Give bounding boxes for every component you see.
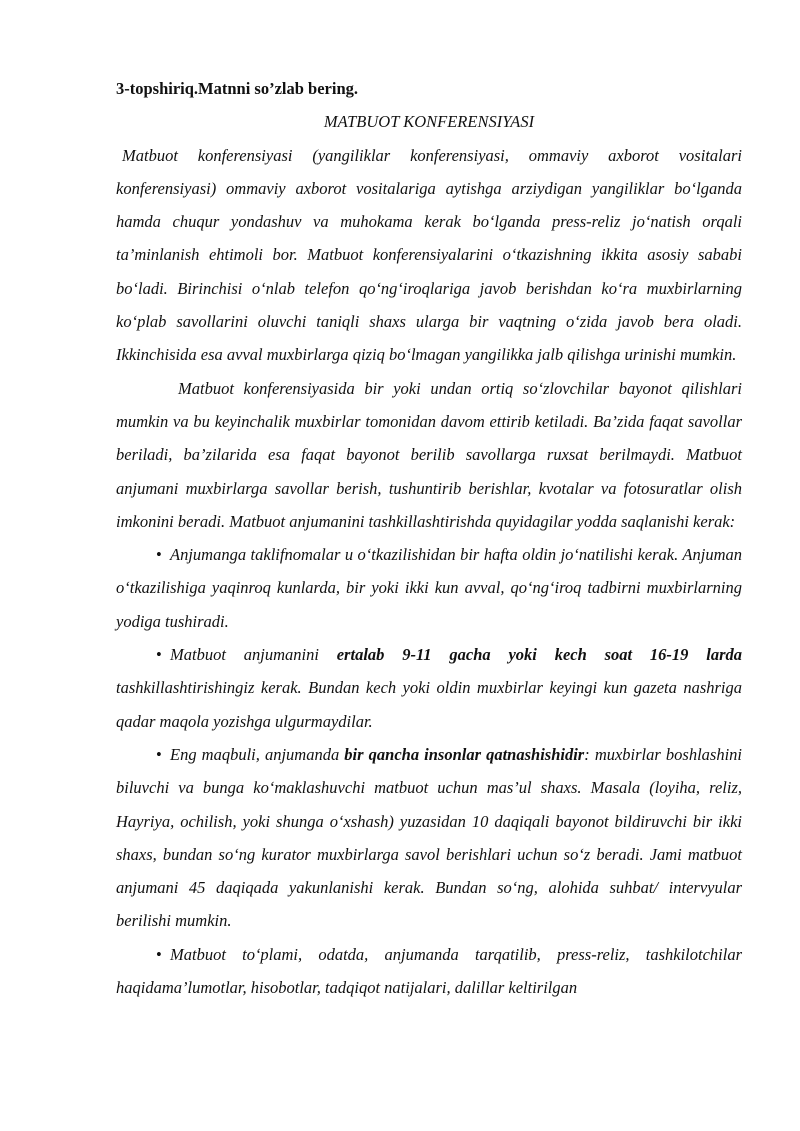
bullet-icon: • (156, 944, 162, 964)
bullet-3-text-a: Eng maqbuli, anjumanda (170, 744, 345, 764)
document-page (116, 72, 742, 1004)
bullet-2-text-a: Matbuot anjumanini (170, 645, 337, 665)
bullet-2-bold: ertalab 9-11 gacha yoki kech soat 16-19 larda (336, 645, 742, 665)
bullet-item-4 (116, 938, 742, 1005)
document-title: MATBUOT KONFERENSIYASI (323, 112, 535, 132)
paragraph-1: Matbuot konferensiyasi (yangiliklar konferensiyasi, ommaviy axborot vositalari konferensiyasi) ommaviy axborot vositalariga aytishga arziydigan yangiliklar bo‘lganda hamda chuqur yondashuv va muhokama kerak bo‘lganda press-reliz jo‘natish orqali ta’minlanish ehtimoli bor. Matbuot konferensiyalarini o‘tkazishning ikkita asosiy sababi bo‘ladi. Birinchisi o‘nlab telefon qo‘ng‘iroqlariga javob berishdan ko‘ra muxbirlarning ko‘plab savollarini oluvchi taniqli shaxs ularga bir vaqtning o‘zida javob bera oladi. Ikkinchisida esa avval muxbirlarga qiziq bo‘lmagan yangilikka jalb qilishga urinishi mumkin. (116, 145, 742, 365)
bullet-4-text: Matbuot to‘plami, odatda, anjumanda tarqatilib, press-reliz, tashkilotchilar haqidama’lumotlar, hisobotlar, tadqiqot natijalari, dalillar keltirilgan (116, 944, 742, 998)
bullet-item-2 (116, 638, 742, 738)
bullet-2-text-b: tashkillashtirishingiz kerak. Bundan kech yoki oldin muxbirlar keyingi kun gazeta nashriga qadar maqola yozishga ulgurmaydilar. (116, 678, 742, 731)
bullet-1-text: Anjumanga taklifnomalar u o‘tkazilishidan bir hafta oldin jo‘natilishi kerak. Anjuman o‘tkazilishiga yaqinroq kunlarda, bir yoki ikki kun avval, qo‘ng‘iroq tadbirni muxbirlarning yodiga tushiradi. (116, 545, 742, 631)
task-heading: 3-topshiriq.Matnni so’zlab bering. (116, 79, 359, 98)
bullet-3-bold: bir qancha insonlar qatnashishidir (344, 744, 585, 764)
bullet-icon: • (156, 645, 162, 665)
bullet-icon: • (156, 744, 162, 764)
bullet-item-1 (116, 538, 742, 638)
paragraph-2: Matbuot konferensiyasida bir yoki undan ortiq so‘zlovchilar bayonot qilishlari mumkin va bu keyinchalik muxbirlar tomonidan davom ettirib ketiladi. Ba’zida faqat savollar beriladi, ba’zilarida esa faqat bayonot berilib savollarga ruxsat berilmaydi. Matbuot anjumani muxbirlarga savollar berish, tushuntirib berishlar, kvotalar va fotosuratlar olish imkonini beradi. Matbuot anjumanini tashkillashtirishda quyidagilar yodda saqlanishi kerak: (116, 378, 742, 531)
bullet-3-text-b: : muxbirlar boshlashini biluvchi va bunga ko‘maklashuvchi matbuot uchun mas’ul shaxs. Masala (loyiha, reliz, Hayriya, ochilish, yoki shunga o‘xshash) yuzasidan 10 daqiqali bayonot bildiruvchi bir ikki shaxs, bundan so‘ng kurator muxbirlarga savol berishlari uchun so‘z beradi. Jami matbuot anjumani 45 daqiqada yakunlanishi kerak. Bundan so‘ng, alohida suhbat/ intervyular berilishi mumkin. (116, 744, 742, 931)
bullet-icon: • (156, 545, 162, 565)
bullet-item-3 (116, 738, 742, 938)
